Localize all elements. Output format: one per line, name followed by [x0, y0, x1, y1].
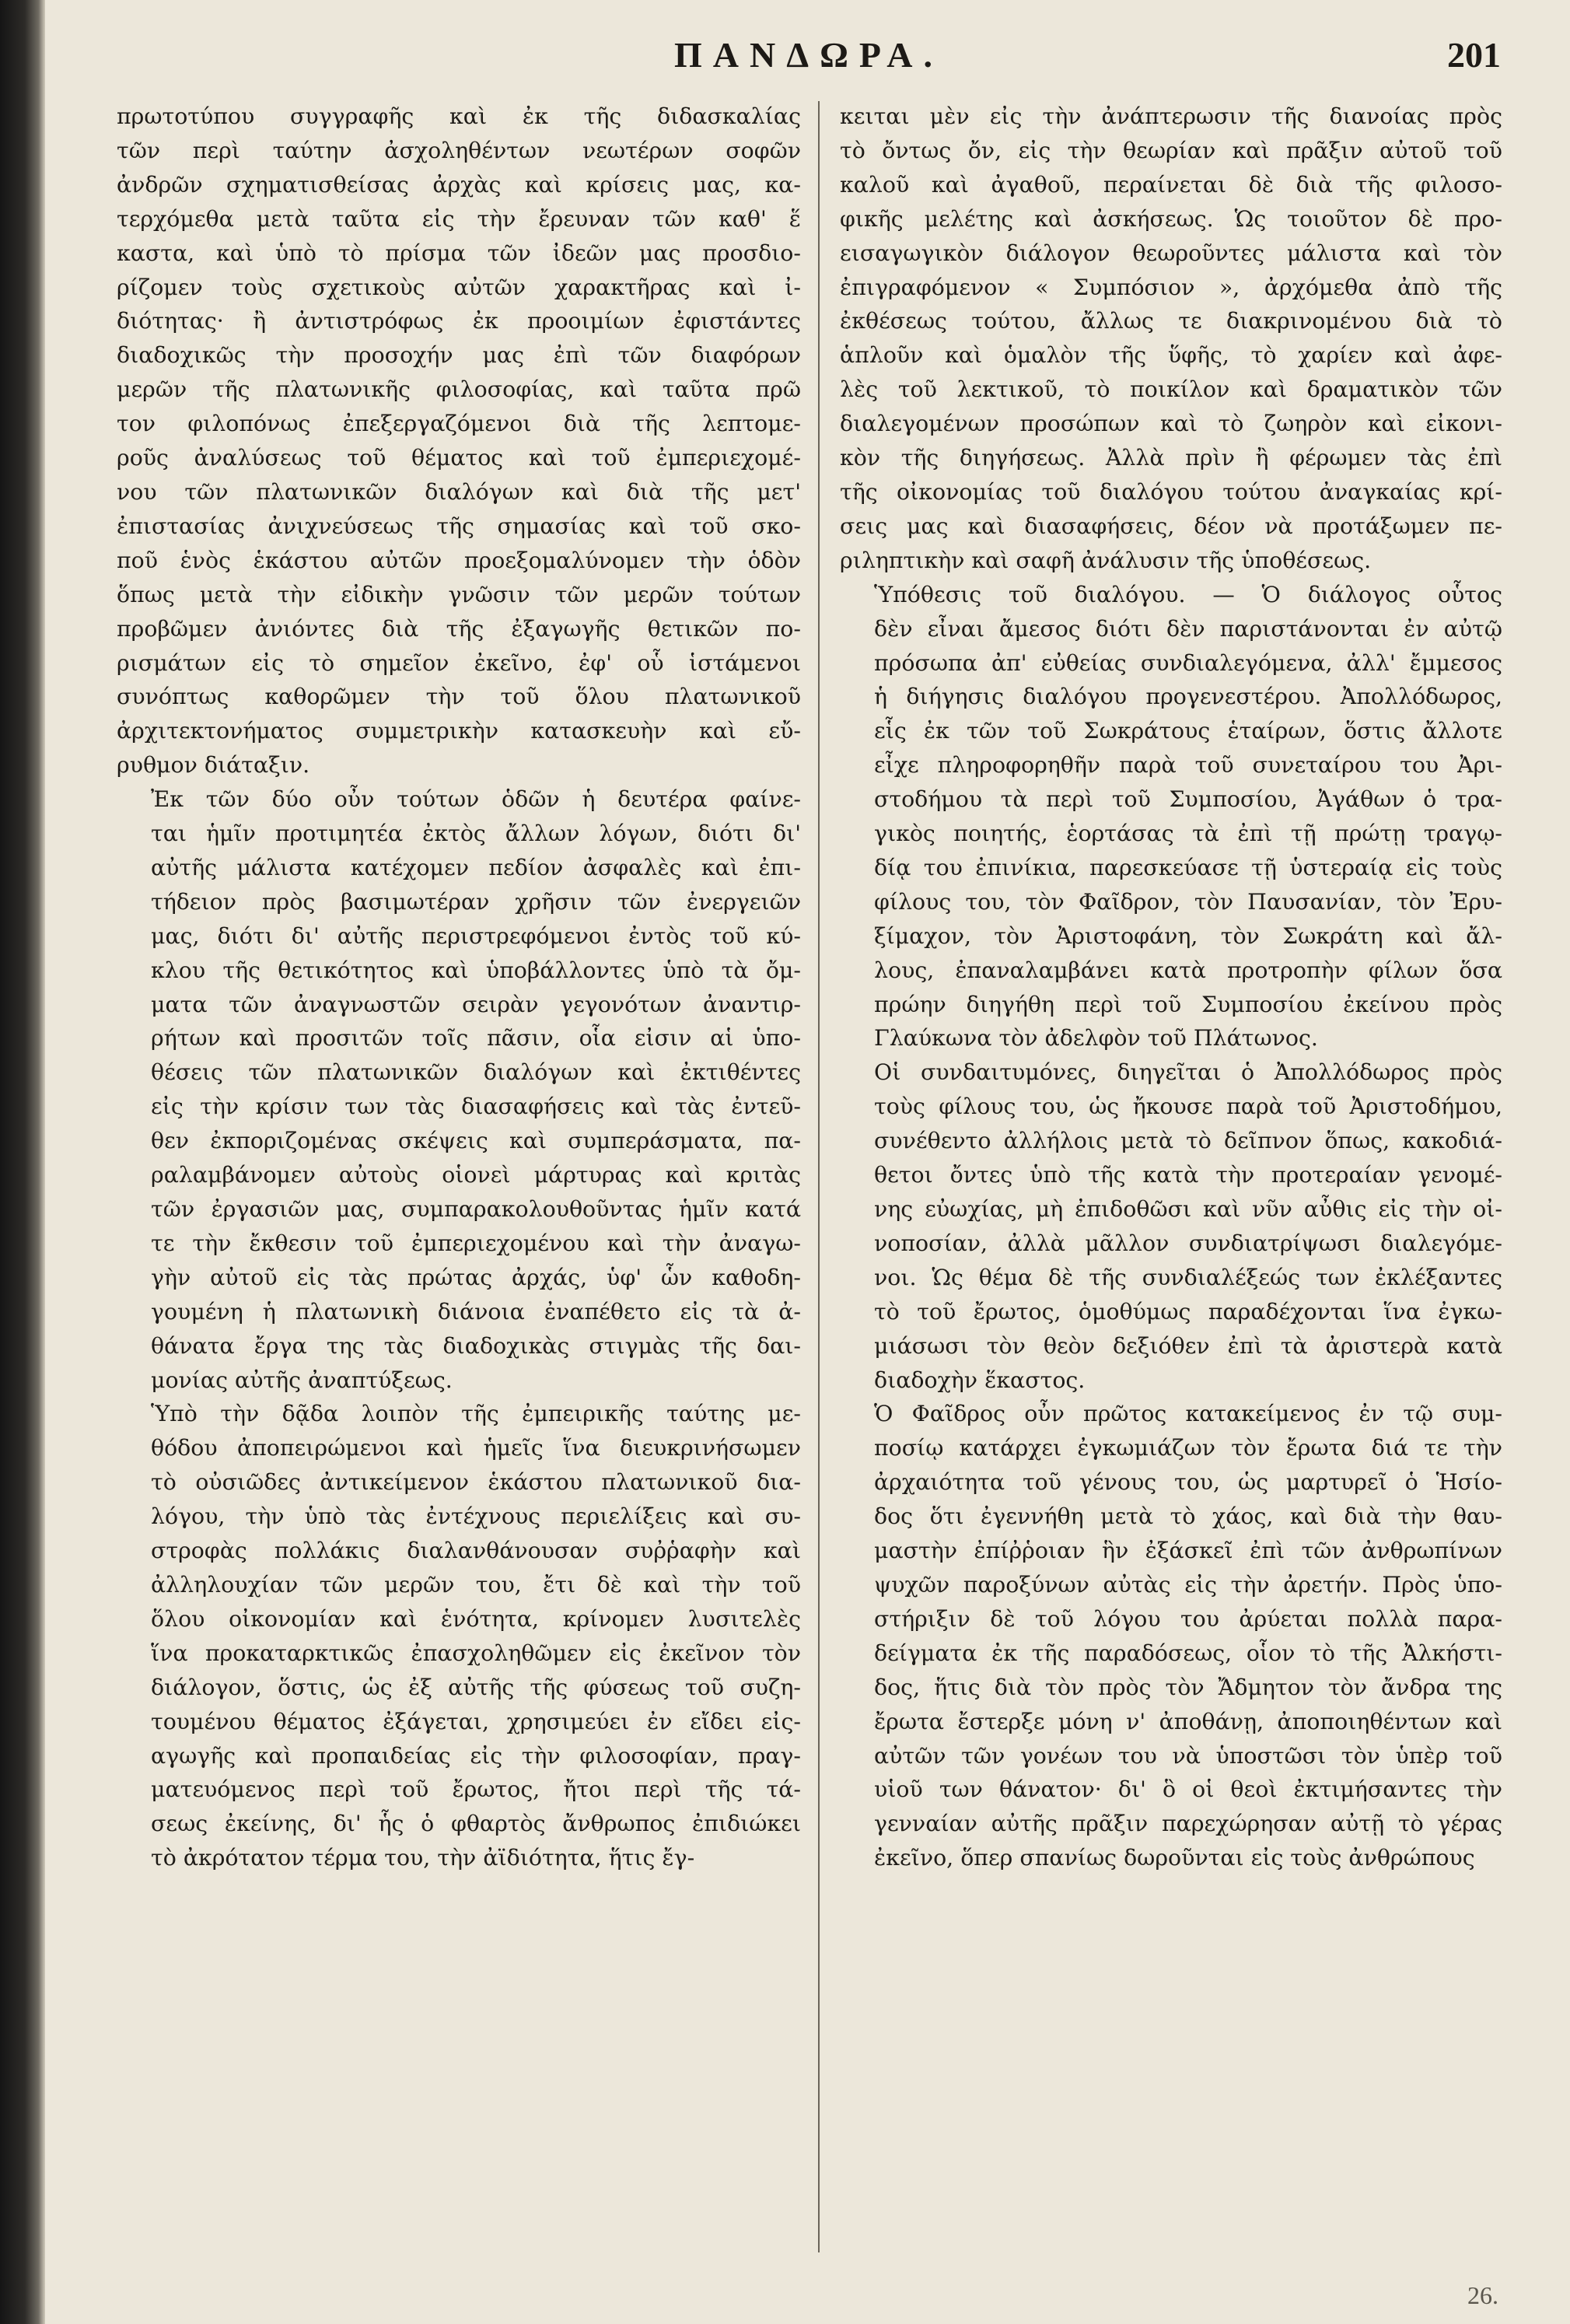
text-line: λους, ἐπαναλαμβάνει κατὰ προτροπὴν φίλων ὅσα [874, 957, 1502, 983]
paragraph [840, 100, 1502, 578]
text-line: ἔρωτα ἔστερξε μόνη ν' ἀποθάνῃ, ἀποποιηθέντων καὶ [874, 1708, 1502, 1734]
text-line: Ὁ Φαῖδρος οὖν πρῶτος κατακείμενος ἐν τῷ συμ- [874, 1401, 1502, 1427]
paragraph [117, 100, 801, 782]
paragraph [840, 1397, 1502, 1875]
text-line: ἐπιστασίας ἀνιχνεύσεως τῆς σημασίας καὶ τοῦ σκο- [117, 513, 801, 539]
text-line: ρισμάτων εἰς τὸ σημεῖον ἐκεῖνο, ἐφ' οὗ ἱστάμενοι [117, 649, 801, 676]
text-line: ὅπως μετὰ τὴν εἰδικὴν γνῶσιν τῶν μερῶν τούτων [117, 581, 801, 607]
journal-title: ΠΑΝΔΩΡΑ. [674, 35, 943, 75]
text-line: κὸν τῆς διηγήσεως. Ἀλλὰ πρὶν ἢ φέρωμεν τὰς ἐπὶ [840, 445, 1502, 471]
text-line: συνόπτως καθορῶμεν τὴν τοῦ ὅλου πλατωνικοῦ [117, 684, 801, 710]
text-line: ἀλληλουχίαν τῶν μερῶν του, ἔτι δὲ καὶ τὴν τοῦ [151, 1571, 801, 1598]
text-line: Ἐκ τῶν δύο οὖν τούτων ὁδῶν ἡ δευτέρα φαίνε- [151, 786, 801, 813]
text-line: πρόσωπα ἀπ' εὐθείας συνδιαλεγόμενα, ἀλλ' ἔμμεσος [874, 649, 1502, 676]
text-line: γενναίαν αὐτῆς πρᾶξιν παρεχώρησαν αὐτῇ τὸ γέρας [874, 1811, 1502, 1837]
text-line: μας, διότι δι' αὐτῆς περιστρεφόμενοι ἐντὸς τοῦ κύ- [151, 922, 801, 949]
text-line: τοὺς φίλους του, ὡς ἤκουσε παρὰ τοῦ Ἀριστοδήμου, [874, 1094, 1502, 1120]
text-line: δος, ἥτις διὰ τὸν πρὸς τὸν Ἄδμητον τὸν ἄνδρα της [874, 1674, 1502, 1700]
paragraph [117, 1397, 801, 1875]
text-line: τουμένου θέματος ἐξάγεται, χρησιμεύει ἐν εἴδει εἰς- [151, 1708, 801, 1734]
text-line: θάνατα ἔργα της τὰς διαδοχικὰς στιγμὰς τῆς δαι- [151, 1332, 801, 1359]
text-line: καστα, καὶ ὑπὸ τὸ πρίσμα τῶν ἰδεῶν μας προσδιο- [117, 240, 801, 266]
text-line: νοι. Ὡς θέμα δὲ τῆς συνδιαλέξεώς των ἐκλέξαντες [874, 1264, 1502, 1290]
text-line: τὸ οὐσιῶδες ἀντικείμενον ἑκάστου πλατωνικοῦ δια- [151, 1469, 801, 1496]
text-line: εισαγωγικὸν διάλογον θεωροῦντες μάλιστα καὶ τὸν [840, 240, 1502, 266]
text-line: ροῦς ἀναλύσεως τοῦ θέματος καὶ τοῦ ἐμπεριεχομέ- [117, 445, 801, 471]
text-line: τῶν ἐργασιῶν μας, συμπαρακολουθοῦντας ἡμῖν κατά [151, 1196, 801, 1222]
text-line: ἵνα προκαταρκτικῶς ἐπασχοληθῶμεν εἰς ἐκεῖνον τὸν [151, 1640, 801, 1666]
text-line: μιάσωσι τὸν θεὸν δεξιόθεν ἐπὶ τὰ ἀριστερὰ κατὰ [874, 1332, 1502, 1359]
text-line: νης εὐωχίας, μὴ ἐπιδοθῶσι καὶ νῦν αὖθις εἰς τὴν οἰ- [874, 1196, 1502, 1222]
text-line: τὸ ὄντως ὄν, εἰς τὴν θεωρίαν καὶ πρᾶξιν αὐτοῦ τοῦ [840, 137, 1502, 163]
paragraph [840, 1055, 1502, 1397]
text-line: δείγματα ἐκ τῆς παραδόσεως, οἷον τὸ τῆς Ἀλκήστι- [874, 1640, 1502, 1666]
text-line: ψυχῶν παροξύνων αὐτὰς εἰς τὴν ἀρετήν. Πρὸς ὑπο- [874, 1571, 1502, 1598]
text-line: συνέθεντο ἀλλήλοις μετὰ τὸ δεῖπνον ὅπως, κακοδιά- [874, 1128, 1502, 1154]
text-line: μερῶν τῆς πλατωνικῆς φιλοσοφίας, καὶ ταῦτα πρῶ [117, 376, 801, 403]
text-line: ξίμαχον, τὸν Ἀριστοφάνη, τὸν Σωκράτη καὶ ἄλ- [874, 922, 1502, 949]
text-line: αγωγῆς καὶ προπαιδείας εἰς τὴν φιλοσοφίαν, πραγ- [151, 1742, 801, 1769]
text-line: ραλαμβάνομεν αὐτοὺς οἱονεὶ μάρτυρας καὶ κριτὰς [151, 1162, 801, 1188]
text-line: θέσεις τῶν πλατωνικῶν διαλόγων καὶ ἐκτιθέντες [151, 1059, 801, 1086]
text-line: ρίζομεν τοὺς σχετικοὺς αὐτῶν χαρακτῆρας καὶ ἰ- [117, 274, 801, 300]
text-line: ὅλου οἰκονομίαν καὶ ἑνότητα, κρίνομεν λυσιτελὲς [151, 1605, 801, 1632]
text-line: καλοῦ καὶ ἀγαθοῦ, περαίνεται δὲ διὰ τῆς φιλοσο- [840, 171, 1502, 198]
text-line: λὲς τοῦ λεκτικοῦ, τὸ ποικίλον καὶ δραματικὸν τῶν [840, 376, 1502, 403]
text-line: στοδήμου τὰ περὶ τοῦ Συμποσίου, Ἀγάθων ὁ τρα- [874, 786, 1502, 813]
text-line: τῶν περὶ ταύτην ἀσχοληθέντων νεωτέρων σοφῶν [117, 137, 801, 163]
text-line: ται ἡμῖν προτιμητέα ἐκτὸς ἄλλων λόγων, διότι δι' [151, 821, 801, 847]
text-line: διαδοχικῶς τὴν προσοχήν μας ἐπὶ τῶν διαφόρων [117, 342, 801, 369]
text-line: αὐτῶν τῶν γονέων του νὰ ὑποστῶσι τὸν ὑπὲρ τοῦ [874, 1742, 1502, 1769]
text-line: δίᾳ του ἐπινίκια, παρεσκεύασε τῇ ὑστεραίᾳ εἰς τοὺς [874, 854, 1502, 880]
text-line: διότητας· ἢ ἀντιστρόφως ἐκ προοιμίων ἐφιστάντες [117, 308, 801, 334]
book-spine-shadow [0, 0, 45, 2324]
text-line: θόδου ἀποπειρώμενοι καὶ ἡμεῖς ἵνα διευκρινήσωμεν [151, 1435, 801, 1461]
text-line: τε τὴν ἔκθεσιν τοῦ ἐμπεριεχομένου καὶ τὴν ἀναγω- [151, 1230, 801, 1256]
text-line: ματα τῶν ἀναγνωστῶν σειρὰν γεγονότων ἀναντιρ- [151, 991, 801, 1017]
text-line: εἷς ἐκ τῶν τοῦ Σωκράτους ἑταίρων, ὅστις ἄλλοτε [874, 718, 1502, 744]
text-line: κειται μὲν εἰς τὴν ἀνάπτερωσιν τῆς διανοίας πρὸς [840, 103, 1502, 129]
text-line: θεν ἐκποριζομένας σκέψεις καὶ συμπεράσματα, πα- [151, 1128, 801, 1154]
text-line: φικῆς μελέτης καὶ ἀσκήσεως. Ὡς τοιοῦτον δὲ προ- [840, 205, 1502, 232]
text-line: υἱοῦ των θάνατον· δι' ὃ οἱ θεοὶ ἐκτιμήσαντες τὴν [874, 1776, 1502, 1803]
column-divider [818, 101, 820, 2252]
text-line: τερχόμεθα μετὰ ταῦτα εἰς τὴν ἔρευναν τῶν καθ' ἕ [117, 205, 801, 232]
text-line: εἶχε πληροφορηθῆν παρὰ τοῦ συνεταίρου του Ἀρι- [874, 752, 1502, 779]
text-line: στήριξιν δὲ τοῦ λόγου του ἀρύεται πολλὰ παρα- [874, 1605, 1502, 1632]
text-line: σεις μας καὶ διασαφήσεις, δέον νὰ προτάξωμεν πε- [840, 513, 1502, 539]
text-line: Ὑπὸ τὴν δᾷδα λοιπὸν τῆς ἐμπειρικῆς ταύτης με- [151, 1401, 801, 1427]
text-line: ἡ διήγησις διαλόγου προγενεστέρου. Ἀπολλόδωρος, [874, 684, 1502, 710]
text-line: δὲν εἶναι ἄμεσος διότι δὲν παριστάνονται ἐν αὐτῷ [874, 615, 1502, 642]
text-line: ἐκεῖνο, ὅπερ σπανίως δωροῦνται εἰς τοὺς ἀνθρώπους [874, 1845, 1475, 1871]
text-line: τον φιλοπόνως ἐπεξεργαζόμενοι διὰ τῆς λεπτομε- [117, 411, 801, 437]
text-line: ρυθμον διάταξιν. [117, 752, 310, 779]
text-line: νου τῶν πλατωνικῶν διαλόγων καὶ διὰ τῆς μετ' [117, 478, 801, 505]
text-line: πρωτοτύπου συγγραφῆς καὶ ἐκ τῆς διδασκαλίας [117, 103, 801, 129]
text-line: τῆς οἰκονομίας τοῦ διαλόγου τούτου ἀναγκαίας κρί- [840, 478, 1502, 505]
page-header [117, 34, 1501, 81]
text-line: θετοι ὄντες ὑπὸ τῆς κατὰ τὴν προτεραίαν γενομέ- [874, 1162, 1502, 1188]
text-line: ρήτων καὶ προσιτῶν τοῖς πᾶσιν, οἷα εἰσιν αἱ ὑπο- [151, 1025, 801, 1052]
text-line: Οἱ συνδαιτυμόνες, διηγεῖται ὁ Ἀπολλόδωρος πρὸς [874, 1059, 1502, 1086]
text-line: τήδειον πρὸς βασιμωτέραν χρῆσιν τῶν ἐνεργειῶν [151, 888, 801, 915]
text-line: ἀρχαιότητα τοῦ γένους του, ὡς μαρτυρεῖ ὁ Ἡσίο- [874, 1469, 1502, 1496]
text-line: μαστὴν ἐπίῤῥοιαν ἣν ἐξάσκεῖ ἐπὶ τῶν ἀνθρωπίνων [874, 1538, 1502, 1564]
text-line: Γλαύκωνα τὸν ἀδελφὸν τοῦ Πλάτωνος. [874, 1025, 1318, 1052]
text-line: τὸ τοῦ ἔρωτος, ὁμοθύμως παραδέχονται ἵνα ἐγκω- [874, 1298, 1502, 1325]
text-line: κλου τῆς θετικότητος καὶ ὑποβάλλοντες ὑπὸ τὰ ὄμ- [151, 957, 801, 983]
text-line: διαλεγομένων προσώπων καὶ τὸ ζωηρὸν καὶ εἰκονι- [840, 411, 1502, 437]
text-line: Ὑπόθεσις τοῦ διαλόγου. — Ὁ διάλογος οὗτος [874, 581, 1502, 607]
text-line: ἀρχιτεκτονήματος συμμετρικὴν κατασκευὴν καὶ εὔ- [117, 718, 801, 744]
text-line: ἐπιγραφόμενον « Συμπόσιον », ἀρχόμεθα ἀπὸ τῆς [840, 274, 1502, 300]
text-line: διαδοχὴν ἕκαστος. [874, 1367, 1086, 1393]
text-line: τὸ ἀκρότατον τέρμα του, τὴν ἀϊδιότητα, ἥτις ἔγ- [151, 1845, 695, 1871]
text-line: ἁπλοῦν καὶ ὁμαλὸν τῆς ὕφῆς, τὸ χαρίεν καὶ ἀφε- [840, 342, 1502, 369]
text-line: φίλους του, τὸν Φαῖδρον, τὸν Παυσανίαν, τὸν Ἐρυ- [874, 888, 1502, 915]
text-line: ποσίῳ κατάρχει ἐγκωμιάζων τὸν ἔρωτα διά τε τὴν [874, 1435, 1502, 1461]
text-line: γὴν αὐτοῦ εἰς τὰς πρώτας ἀρχάς, ὑφ' ὧν καθοδη- [151, 1264, 801, 1290]
text-line: σεως ἐκείνης, δι' ἧς ὁ φθαρτὸς ἄνθρωπος ἐπιδιώκει [151, 1811, 801, 1837]
right-column [840, 100, 1502, 2254]
text-line: διάλογον, ὅστις, ὡς ἐξ αὐτῆς τῆς φύσεως τοῦ συζη- [151, 1674, 801, 1700]
printer-signature-mark: 26. [1467, 2281, 1498, 2309]
text-line: ριληπτικὴν καὶ σαφῆ ἀνάλυσιν τῆς ὑποθέσεως. [840, 547, 1372, 573]
text-line: νοποσίαν, ἀλλὰ μᾶλλον συνδιατρίψωσι διαλεγόμε- [874, 1230, 1502, 1256]
text-line: γικὸς ποιητής, ἑορτάσας τὰ ἐπὶ τῇ πρώτῃ τραγῳ- [874, 821, 1502, 847]
text-line: δος ὅτι ἐγεννήθη μετὰ τὸ χάος, καὶ διὰ τὴν θαυ- [874, 1503, 1502, 1530]
text-line: γουμένη ἡ πλατωνικὴ διάνοια ἐναπέθετο εἰς τὰ ἀ- [151, 1298, 801, 1325]
text-line: αὐτῆς μάλιστα κατέχομεν πεδίον ἀσφαλὲς καὶ ἐπι- [151, 854, 801, 880]
text-line: ποῦ ἑνὸς ἑκάστου αὐτῶν προεξομαλύνομεν τὴν ὁδὸν [117, 547, 801, 573]
text-line: λόγου, τὴν ὑπὸ τὰς ἐντέχνους περιελίξεις καὶ συ- [151, 1503, 801, 1530]
text-line: προβῶμεν ἀνιόντες διὰ τῆς ἐξαγωγῆς θετικῶν πο- [117, 615, 801, 642]
paragraph [840, 578, 1502, 1056]
page-number: 201 [1447, 35, 1501, 75]
text-line: μονίας αὐτῆς ἀναπτύξεως. [151, 1367, 453, 1393]
text-line: εἰς τὴν κρίσιν των τὰς διασαφήσεις καὶ τὰς ἐντεῦ- [151, 1094, 801, 1120]
left-column [117, 100, 801, 2254]
text-line: ἀνδρῶν σχηματισθείσας ἀρχὰς καὶ κρίσεις μας, κα- [117, 171, 801, 198]
text-line: στροφὰς πολλάκις διαλανθάνουσαν συῤῥαφὴν καὶ [151, 1538, 801, 1564]
paragraph [117, 782, 801, 1397]
text-line: πρώην διηγήθη περὶ τοῦ Συμποσίου ἐκείνου πρὸς [874, 991, 1502, 1017]
text-line: ἐκθέσεως τούτου, ἄλλως τε διακρινομένου διὰ τὸ [840, 308, 1502, 334]
text-line: ματευόμενος περὶ τοῦ ἔρωτος, ἤτοι περὶ τῆς τά- [151, 1776, 801, 1803]
